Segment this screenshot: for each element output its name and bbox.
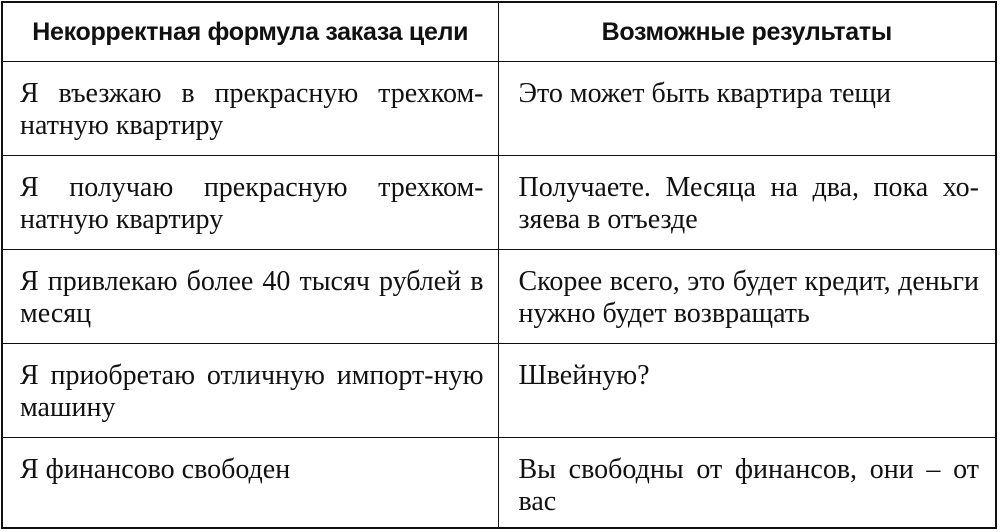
result-cell: Получаете. Месяца на два, пока хо-зяева в отъезде [498, 155, 995, 249]
formula-cell: Я получаю прекрасную трехком-натную квартиру [3, 155, 498, 249]
table-row [3, 437, 995, 529]
column-header-results: Возможные результаты [498, 3, 995, 61]
column-header-formula: Некорректная формула заказа цели [3, 3, 498, 61]
header-row [3, 3, 995, 61]
result-cell: Скорее всего, это будет кредит, деньги нужно будет возвращать [498, 249, 995, 343]
table-row [3, 343, 995, 437]
goal-formula-table-frame [1, 1, 997, 529]
result-cell: Швейную? [498, 343, 995, 437]
table-body [3, 61, 995, 529]
table-row [3, 249, 995, 343]
formula-cell: Я финансово свободен [3, 437, 498, 529]
formula-cell: Я приобретаю отличную импорт-ную машину [3, 343, 498, 437]
formula-cell: Я привлекаю более 40 тысяч рублей в месяц [3, 249, 498, 343]
table-row [3, 155, 995, 249]
table-row [3, 61, 995, 155]
formula-cell: Я въезжаю в прекрасную трехком-натную квартиру [3, 61, 498, 155]
result-cell: Вы свободны от финансов, они – от вас [498, 437, 995, 529]
result-cell: Это может быть квартира тещи [498, 61, 995, 155]
goal-formula-table [3, 3, 995, 529]
table-header [3, 3, 995, 61]
